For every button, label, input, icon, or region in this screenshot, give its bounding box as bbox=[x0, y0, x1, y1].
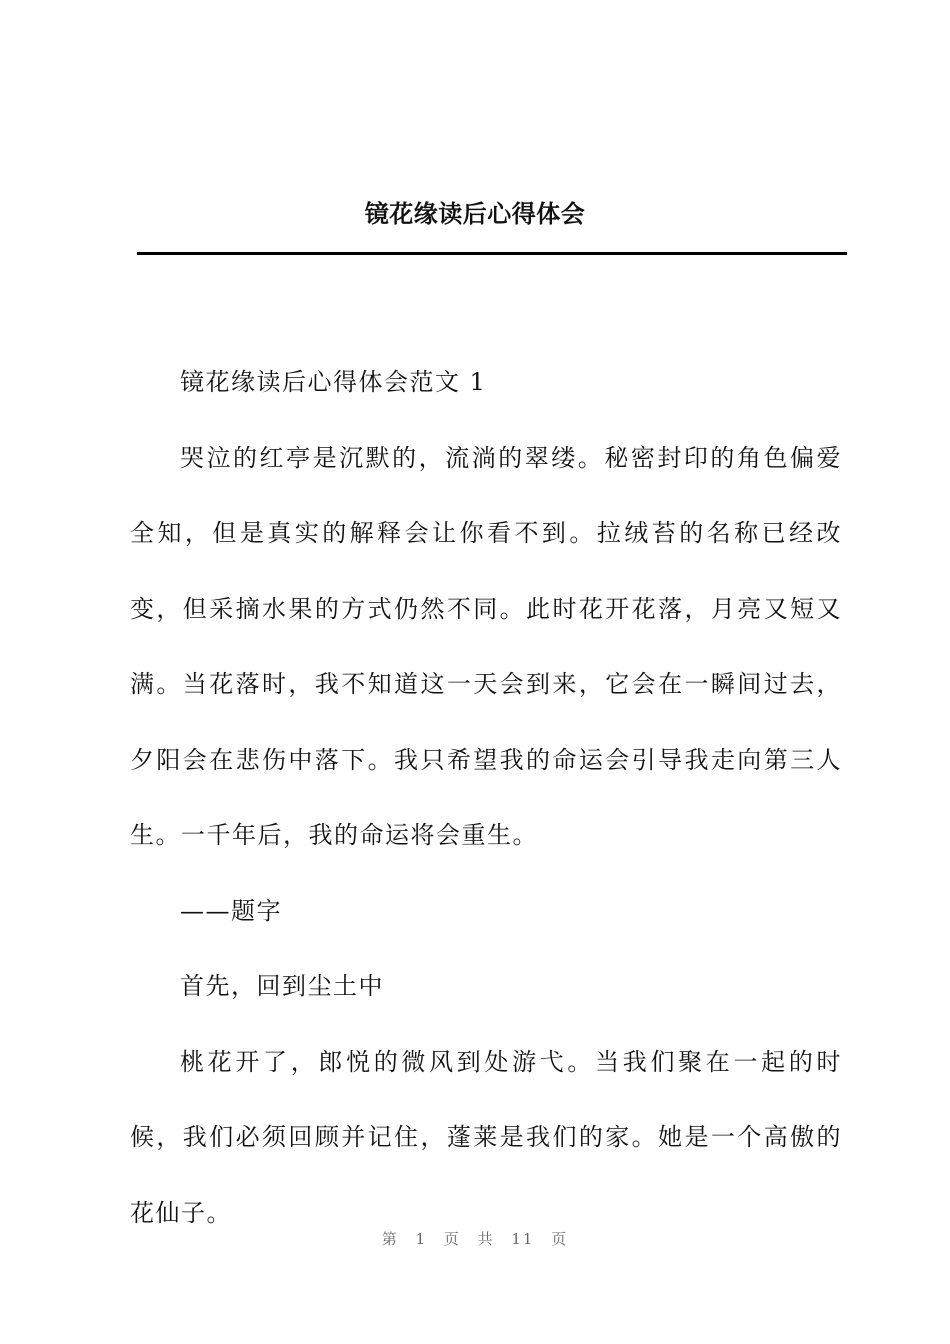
document-body bbox=[130, 345, 842, 1251]
document-title: 镜花缘读后心得体会 bbox=[364, 199, 586, 228]
section-heading: 镜花缘读后心得体会范文 1 bbox=[180, 368, 487, 396]
inscription-line: ——题字 bbox=[180, 896, 282, 925]
title-divider bbox=[137, 252, 847, 255]
page-number-footer: 第 1 页 共 11 页 bbox=[381, 1230, 569, 1248]
body-paragraph: 哭泣的红亭是沉默的，流淌的翠缕。秘密封印的角色偏爱全知，但是真实的解释会让你看不到。拉绒苔的名称已经改变，但采摘水果的方式仍然不同。此时花开花落，月亮又短又满。当花落时，我不知道这一天会到来，它会在一瞬间过去，夕阳会在悲伤中落下。我只希望我的命运会引导我走向第三人生。一千年后，我的命运将会重生。 bbox=[130, 443, 842, 849]
body-paragraph: 桃花开了，郎悦的微风到处游弋。当我们聚在一起的时候，我们必须回顾并记住，蓬莱是我们的家。她是一个高傲的花仙子。 bbox=[130, 1047, 842, 1227]
subsection-heading: 首先，回到尘土中 bbox=[180, 972, 384, 1000]
